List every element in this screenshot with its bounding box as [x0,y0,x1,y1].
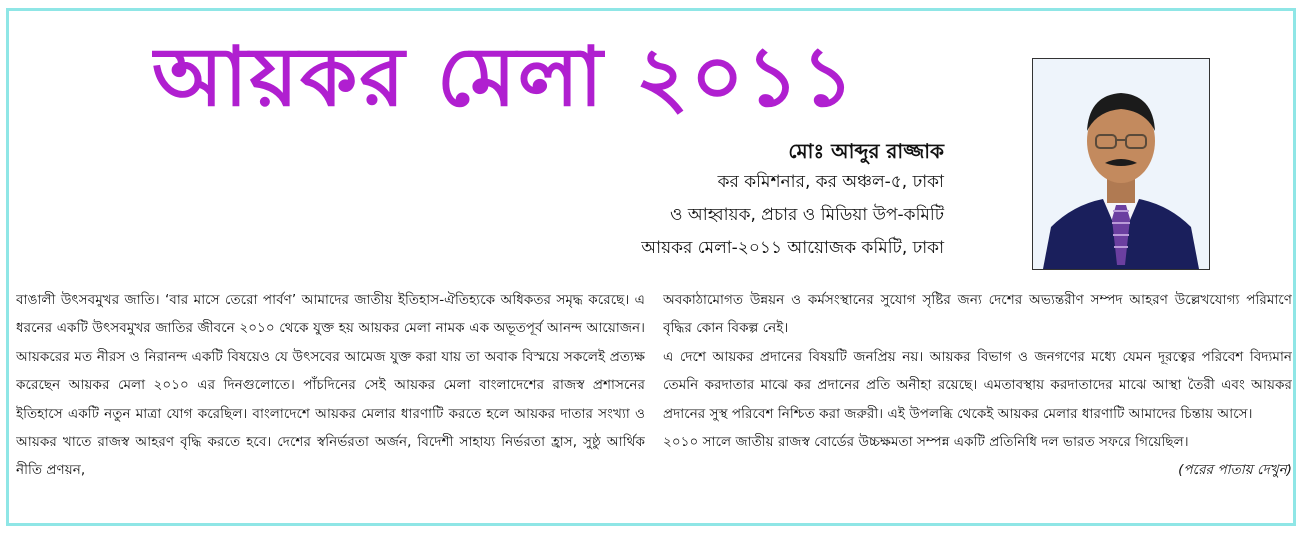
person-portrait-icon [1033,59,1209,269]
right-column [663,286,1292,518]
author-name: মোঃ আব্দুর রাজ্জাক [788,139,944,163]
author-photo [1032,58,1210,270]
paragraph: এ দেশে আয়কর প্রদানের বিষয়টি জনপ্রিয় নয়। আয়কর বিভাগ ও জনগণের মধ্যে যেমন দূরত্বের পরিবেশ বিদ্যমান তেমনি করদাতার মাঝে কর প্রদানের প্রতি অনীহা রয়েছে। এমতাবস্থায় করদাতাদের মাঝে আস্থা তৈরী এবং আয়কর প্রদানের সুস্থ পরিবেশ নিশ্চিত করা জরুরী। এই উপলব্ধি থেকেই আয়কর মেলার ধারণাটি আমাদের চিন্তায় আসে। [663,348,1292,422]
author-designation-1: কর কমিশনার, কর অঞ্চল-৫, ঢাকা [717,172,944,192]
article-body [16,286,1292,518]
paragraph: বাঙালী উৎসবমুখর জাতি। ‘বার মাসে তেরো পার্বণ’ আমাদের জাতীয় ইতিহাস-ঐতিহ্যকে অধিকতর সমৃদ্ধ করেছে। এ ধরনের একটি উৎসবমুখর জাতির জীবনে ২০১০ থেকে যুক্ত হয় আয়কর মেলা নামক এক অভূতপূর্ব আনন্দ আয়োজন। আয়করের মত নীরস ও নিরানন্দ একটি বিষয়েও যে উৎসবের আমেজ যুক্ত করা যায় তা অবাক বিস্ময়ে সকলেই প্রত্যক্ষ করেছেন আয়কর মেলা ২০১০ এর দিনগুলোতে। পাঁচদিনের সেই আয়কর মেলা বাংলাদেশের রাজস্ব প্রশাসনের ইতিহাসে একটি নতুন মাত্রা যোগ করেছিল। বাংলাদেশে আয়কর মেলার ধারণাটি করতে হলে আয়কর দাতার সংখ্যা ও আয়কর খাতে রাজস্ব আহরণ বৃদ্ধি করতে হবে। দেশের স্বনির্ভরতা অর্জন, বিদেশী সাহায্য নির্ভরতা হ্রাস, সুষ্ঠু আর্থিক নীতি প্রণয়ন, [16,292,645,479]
left-column [16,286,645,518]
author-byline [404,136,944,265]
paragraph: ২০১০ সালে জাতীয় রাজস্ব বোর্ডের উচ্চক্ষমতা সম্পন্ন একটি প্রতিনিধি দল ভারত সফরে গিয়েছিল। [663,434,1189,451]
author-designation-3: আয়কর মেলা-২০১১ আয়োজক কমিটি, ঢাকা [641,238,944,258]
author-designation-2: ও আহ্বায়ক, প্রচার ও মিডিয়া উপ-কমিটি [670,205,944,225]
paragraph: অবকাঠামোগত উন্নয়ন ও কর্মসংস্থানের সুযোগ সৃষ্টির জন্য দেশের অভ্যন্তরীণ সম্পদ আহরণ উল্লেখযোগ্য পরিমাণে বৃদ্ধির কোন বিকল্প নেই। [663,292,1292,337]
continued-note: (পরের পাতায় দেখুন) [1178,462,1292,479]
page-title: আয়কর মেলা ২০১১ [152,29,857,125]
